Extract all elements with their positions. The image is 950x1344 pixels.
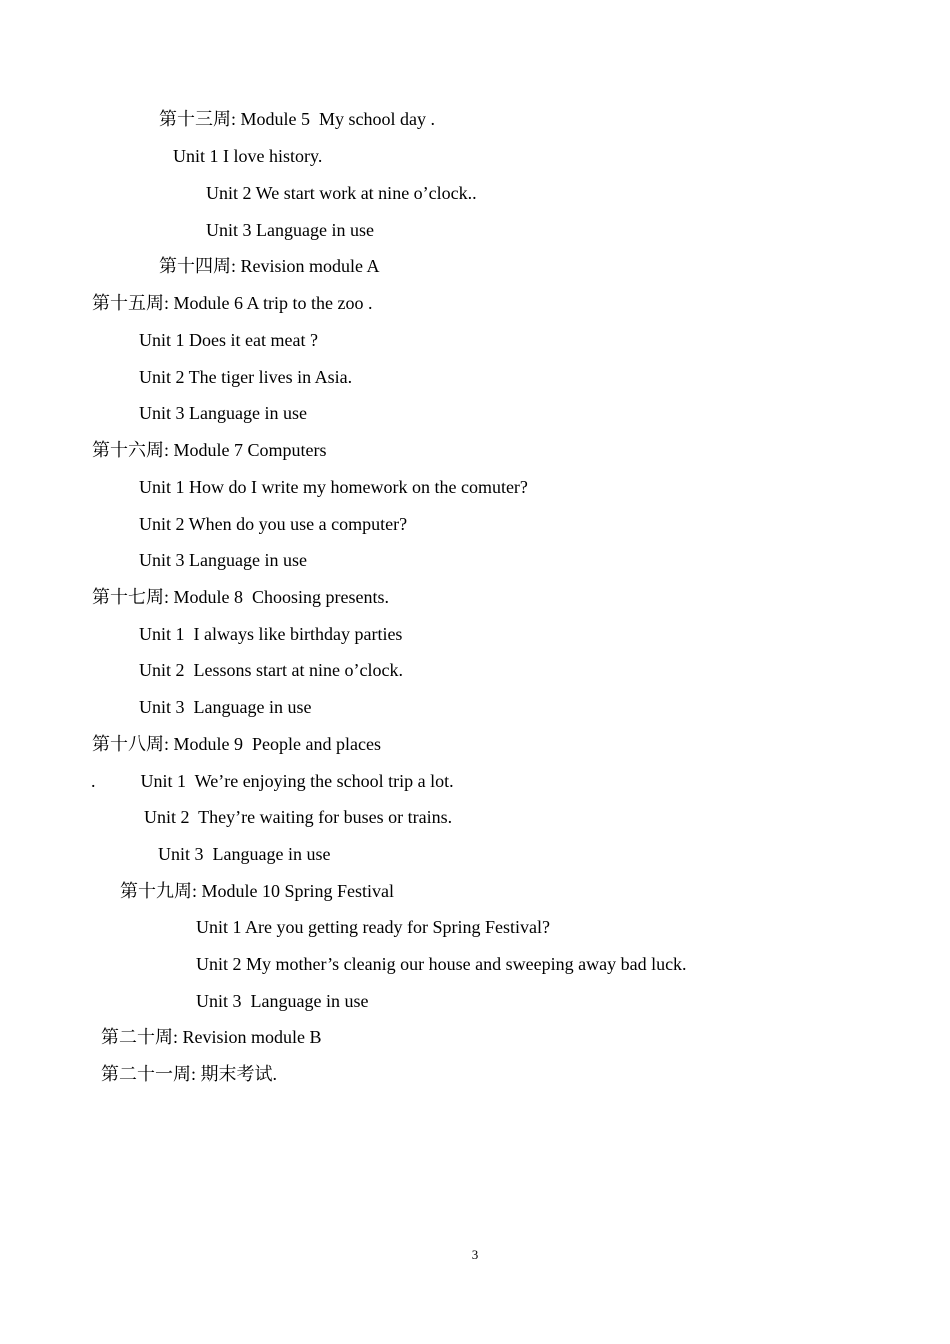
week-16-unit-1: Unit 1 How do I write my homework on the comuter? — [139, 477, 528, 497]
week-13-heading: 第十三周: Module 5 My school day . — [159, 109, 435, 129]
week-19-unit-3: Unit 3 Language in use — [196, 991, 369, 1011]
week-18-unit-3: Unit 3 Language in use — [158, 844, 331, 864]
week-20-heading: 第二十周: Revision module B — [101, 1027, 322, 1047]
week-15-unit-2: Unit 2 The tiger lives in Asia. — [139, 367, 353, 387]
week-17-unit-2: Unit 2 Lessons start at nine o’clock. — [139, 660, 403, 680]
week-16-heading: 第十六周: Module 7 Computers — [92, 440, 327, 460]
week-17-heading: 第十七周: Module 8 Choosing presents. — [92, 587, 389, 607]
week-18-heading: 第十八周: Module 9 People and places — [92, 734, 381, 754]
week-16-unit-3: Unit 3 Language in use — [139, 550, 307, 570]
week-17-unit-3: Unit 3 Language in use — [139, 697, 312, 717]
week-15-unit-1: Unit 1 Does it eat meat ? — [139, 330, 318, 350]
week-21-heading: 第二十一周: 期末考试. — [101, 1064, 278, 1084]
week-15-heading: 第十五周: Module 6 A trip to the zoo . — [92, 293, 373, 313]
week-19-unit-1: Unit 1 Are you getting ready for Spring Festival? — [196, 917, 550, 937]
week-14-heading: 第十四周: Revision module A — [159, 256, 380, 276]
week-16-unit-2: Unit 2 When do you use a computer? — [139, 514, 408, 534]
week-17-unit-1: Unit 1 I always like birthday parties — [139, 624, 403, 644]
week-19-unit-2: Unit 2 My mother’s cleanig our house and sweeping away bad luck. — [196, 954, 687, 974]
week-18-unit-1: . Unit 1 We’re enjoying the school trip a lot. — [91, 771, 454, 791]
page-number: 3 — [471, 1247, 479, 1262]
week-13-unit-2: Unit 2 We start work at nine o’clock.. — [206, 183, 477, 203]
week-18-unit-2: Unit 2 They’re waiting for buses or trains. — [144, 807, 453, 827]
week-19-heading: 第十九周: Module 10 Spring Festival — [120, 881, 394, 901]
week-15-unit-3: Unit 3 Language in use — [139, 403, 307, 423]
week-13-unit-1: Unit 1 I love history. — [173, 146, 323, 166]
week-13-unit-3: Unit 3 Language in use — [206, 220, 374, 240]
